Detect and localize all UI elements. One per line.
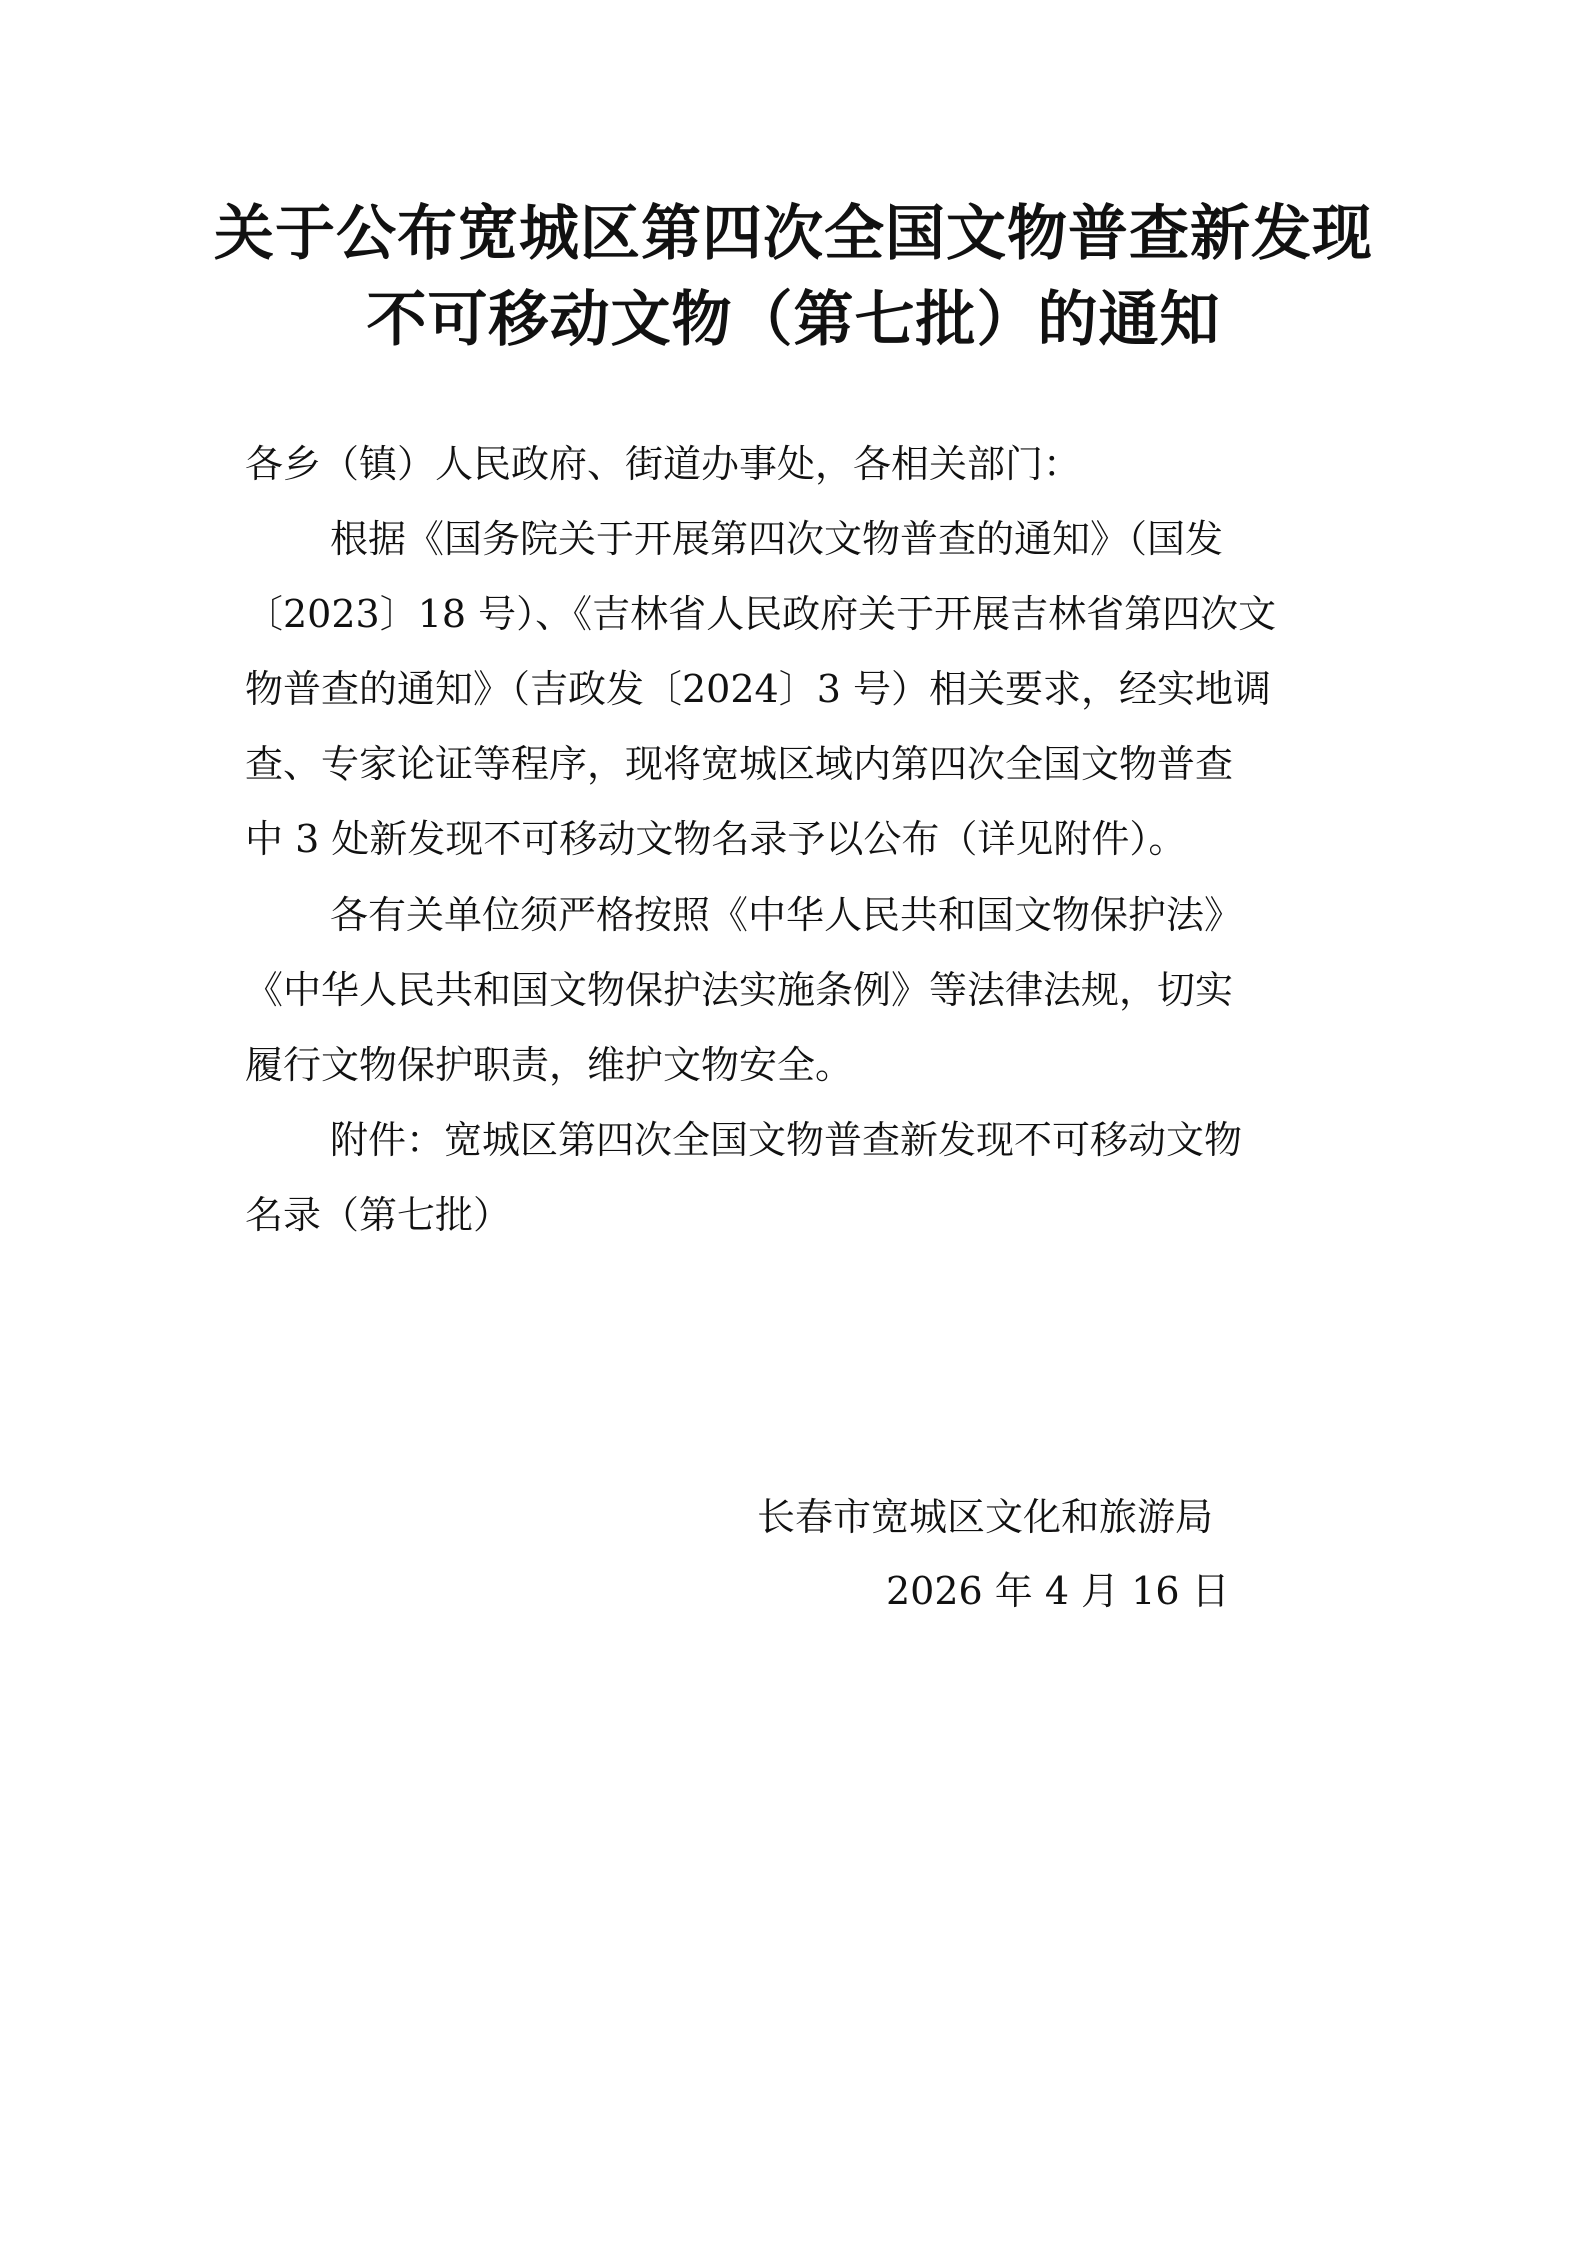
- paragraph-1-line: 查、专家论证等程序，现将宽城区域内第四次全国文物普查: [245, 742, 1234, 786]
- signature-date: 2026 年 4 月 16 日: [886, 1569, 1230, 1613]
- paragraph-1-line: 根据《国务院关于开展第四次文物普查的通知》（国发: [330, 517, 1224, 561]
- attachment-line: 附件：宽城区第四次全国文物普查新发现不可移动文物: [330, 1118, 1243, 1162]
- signature-organization: 长春市宽城区文化和旅游局: [757, 1495, 1214, 1539]
- paragraph-2-line: 《中华人民共和国文物保护法实施条例》等法律法规，切实: [245, 968, 1234, 1012]
- document-title-line-2: 不可移动文物（第七批）的通知: [366, 285, 1221, 355]
- paragraph-2-line: 各有关单位须严格按照《中华人民共和国文物保护法》: [330, 893, 1243, 937]
- attachment-line: 名录（第七批）: [245, 1193, 512, 1237]
- document-title-line-1: 关于公布宽城区第四次全国文物普查新发现: [214, 199, 1373, 269]
- paragraph-1-line: 物普查的通知》（吉政发〔2024〕3 号）相关要求，经实地调: [245, 667, 1271, 711]
- paragraph-1-line: 〔2023〕18 号）、《吉林省人民政府关于开展吉林省第四次文: [245, 592, 1277, 636]
- salutation: 各乡（镇）人民政府、街道办事处，各相关部门：: [245, 442, 1082, 486]
- paragraph-1-line: 中 3 处新发现不可移动文物名录予以公布（详见附件）。: [245, 817, 1187, 861]
- paragraph-2-line: 履行文物保护职责，维护文物安全。: [245, 1043, 854, 1087]
